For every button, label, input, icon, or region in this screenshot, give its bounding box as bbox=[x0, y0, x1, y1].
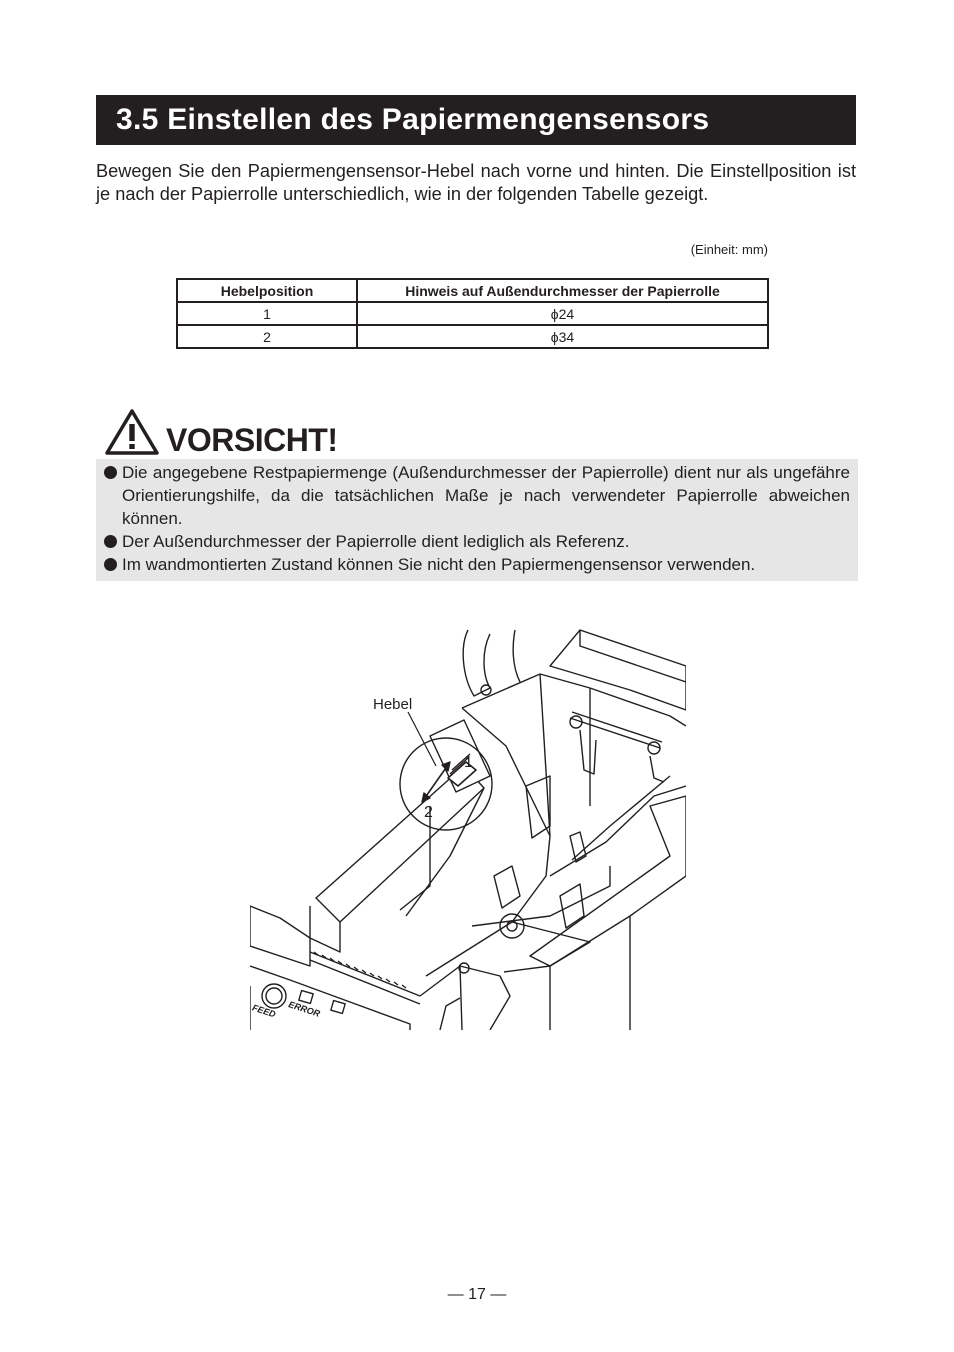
page-number: — 17 — bbox=[447, 1286, 507, 1303]
caution-item-text: Der Außendurchmesser der Papierrolle dient lediglich als Referenz. bbox=[122, 532, 630, 551]
table-cell: ϕ24 bbox=[357, 302, 768, 325]
table-row bbox=[177, 325, 768, 348]
caution-title: VORSICHT! bbox=[166, 422, 338, 458]
table-cell: 1 bbox=[177, 302, 357, 325]
printer-lever-figure bbox=[250, 626, 686, 1030]
caution-item-text: Die angegebene Restpapiermenge (Außendurchmesser der Papierrolle) dient nur als ungefähre Orientierungshilfe, da die tatsächlichen Maße je nach verwendeter Papierrolle abweichen können. bbox=[122, 463, 850, 528]
caution-heading bbox=[104, 404, 338, 456]
caution-item bbox=[104, 553, 850, 576]
warning-triangle-icon bbox=[104, 408, 160, 456]
feed-panel-label: FEED bbox=[251, 1002, 277, 1020]
section-title: 3.5 Einstellen des Papiermengensensors bbox=[96, 95, 856, 145]
caution-item-text: Im wandmontierten Zustand können Sie nicht den Papiermengensensor verwenden. bbox=[122, 555, 756, 574]
unit-note: (Einheit: mm) bbox=[690, 242, 768, 257]
caution-box bbox=[96, 459, 858, 581]
table-header-row bbox=[177, 279, 768, 302]
table-row bbox=[177, 302, 768, 325]
bullet-icon bbox=[104, 535, 117, 548]
position-2-label: 2 bbox=[424, 804, 433, 821]
error-panel-label: ERROR bbox=[287, 999, 322, 1019]
intro-paragraph: Bewegen Sie den Papiermengensensor-Hebel nach vorne und hinten. Die Einstellposition ist je nach der Papierrolle unterschiedlich, wie in der folgenden Tabelle gezeigt. bbox=[96, 161, 856, 204]
lever-label: Hebel bbox=[373, 696, 413, 713]
column-header: Hinweis auf Außendurchmesser der Papierrolle bbox=[357, 279, 768, 302]
bullet-icon bbox=[104, 558, 117, 571]
column-header: Hebelposition bbox=[177, 279, 357, 302]
bullet-icon bbox=[104, 466, 117, 479]
printer-illustration bbox=[250, 626, 686, 1030]
table-cell: 2 bbox=[177, 325, 357, 348]
table-cell: ϕ34 bbox=[357, 325, 768, 348]
caution-item bbox=[104, 530, 850, 553]
caution-item bbox=[104, 461, 850, 530]
lever-position-table bbox=[176, 278, 769, 349]
position-1-label: 1 bbox=[464, 754, 473, 771]
